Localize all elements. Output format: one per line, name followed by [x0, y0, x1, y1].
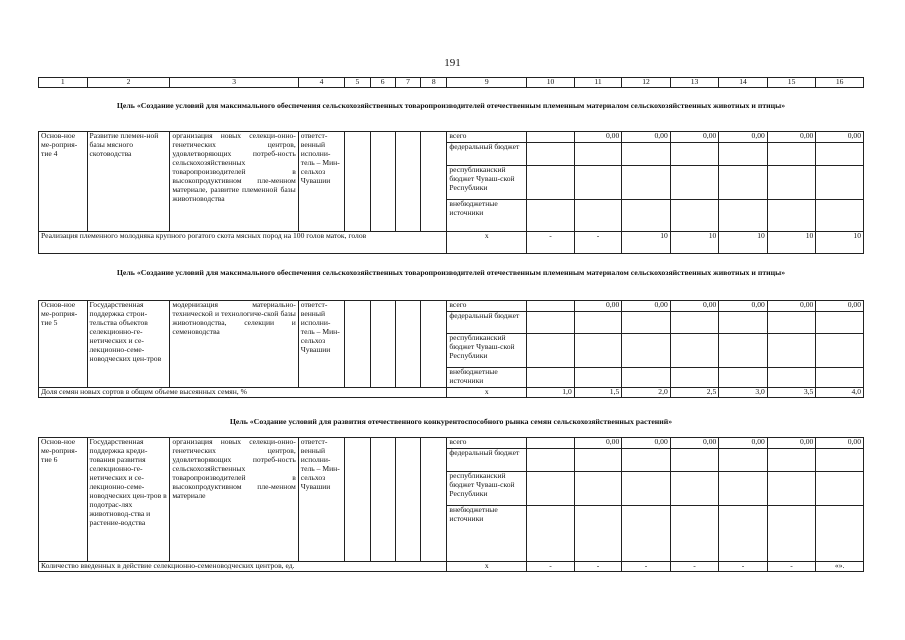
measure-name: Государственная поддержка строи-тельства объектов селекционно-ге-нетических и се-лекционно-семе-новодческих цен-тров [87, 301, 170, 388]
indicator-value: - [622, 562, 671, 572]
value-cell: 0,00 [574, 132, 622, 143]
empty-cell [421, 301, 447, 388]
source-label: всего [447, 132, 527, 143]
col-num: 2 [87, 78, 170, 88]
indicator-value: 3,5 [767, 388, 816, 398]
indicator-value: - [719, 562, 768, 572]
measure-table-4 [38, 131, 864, 254]
col-num: 14 [719, 78, 768, 88]
source-label: федеральный бюджет [447, 143, 527, 166]
indicator-label: Доля семян новых сортов в общем объеме высеянных семян, % [39, 388, 447, 398]
indicator-value: - [574, 232, 622, 254]
indicator-value: 2,5 [670, 388, 719, 398]
indicator-value: - [527, 562, 575, 572]
empty-cell [370, 132, 395, 232]
col-num: 3 [170, 78, 298, 88]
source-label: федеральный бюджет [447, 449, 527, 472]
indicator-value: 10 [670, 232, 719, 254]
indicator-label: Реализация племенного молодняка крупного рогатого скота мясных пород на 100 голов маток, голов [39, 232, 447, 254]
value-cell [527, 301, 575, 312]
col-num: 12 [622, 78, 671, 88]
goal-heading: Цель «Создание условий для максимального обеспечения сельскохозяйственных товаропроизводителей отечественным племенным материалом сельскохозяйственных животных и птицы» [116, 101, 786, 110]
responsible-executor: ответст-венный исполни-тель – Мин-сельхоз Чувашии [298, 132, 345, 232]
empty-cell [345, 132, 370, 232]
empty-cell [421, 438, 447, 562]
indicator-value: 10 [719, 232, 768, 254]
value-cell: 0,00 [670, 438, 719, 449]
column-number-row [38, 77, 864, 88]
col-num: 9 [447, 78, 527, 88]
measure-description: организация новых селекци-онно-генетических центров, удовлетворяющих потреб-ность сельскохозяйственных товаропроизводителей в высокопродуктивном пле-менном материале [170, 438, 298, 562]
value-cell: 0,00 [767, 438, 816, 449]
col-num: 1 [39, 78, 88, 88]
measure-number: Основ-ное ме-роприя-тие 6 [39, 438, 88, 562]
source-label: внебюджетные источники [447, 368, 527, 388]
empty-cell [370, 301, 395, 388]
indicator-value: 10 [767, 232, 816, 254]
indicator-value: 3,0 [719, 388, 768, 398]
value-cell: 0,00 [719, 132, 768, 143]
value-cell [527, 438, 575, 449]
col-num: 6 [370, 78, 395, 88]
responsible-executor: ответст-венный исполни-тель – Мин-сельхоз Чувашии [298, 301, 345, 388]
value-cell: 0,00 [574, 301, 622, 312]
indicator-value: 4,0 [816, 388, 864, 398]
value-cell: 0,00 [622, 301, 671, 312]
empty-cell [395, 438, 420, 562]
value-cell: 0,00 [767, 301, 816, 312]
indicator-value: 10 [816, 232, 864, 254]
source-label: республиканский бюджет Чуваш-ской Республики [447, 166, 527, 200]
value-cell: 0,00 [719, 438, 768, 449]
responsible-executor: ответст-венный исполни-тель – Мин-сельхоз Чувашии [298, 438, 345, 562]
measure-description: модернизация материально-технической и технологиче-ской базы животноводства, селекции и семеноводства [170, 301, 298, 388]
value-cell [527, 132, 575, 143]
value-cell: 0,00 [816, 438, 864, 449]
goal-heading: Цель «Создание условий для развития отечественного конкурентоспособного рынка семян сельскохозяйственных растений» [229, 417, 673, 426]
indicator-value: x [447, 232, 527, 254]
empty-cell [395, 301, 420, 388]
col-num: 4 [298, 78, 345, 88]
indicator-value: - [527, 232, 575, 254]
measure-name: Развитие племен-ной базы мясного скотоводства [87, 132, 170, 232]
value-cell: 0,00 [622, 132, 671, 143]
col-num: 7 [395, 78, 420, 88]
indicator-value: 1,0 [527, 388, 575, 398]
indicator-value: 10 [622, 232, 671, 254]
empty-cell [345, 301, 370, 388]
indicator-value: - [574, 562, 622, 572]
indicator-value: x [447, 562, 527, 572]
measure-name: Государственная поддержка креди-тования развития селекционно-ге-нетических и се-лекционно-семе-новодческих цен-тров в подотрас-лях животновод-ства и растение-водства [87, 438, 170, 562]
indicator-value: x [447, 388, 527, 398]
value-cell: 0,00 [816, 301, 864, 312]
measure-table-6 [38, 437, 864, 572]
empty-cell [421, 132, 447, 232]
goal-heading: Цель «Создание условий для максимального обеспечения сельскохозяйственных товаропроизводителей отечественным племенным материалом сельскохозяйственных животных и птицы» [116, 268, 786, 277]
indicator-value: 1,5 [574, 388, 622, 398]
value-cell: 0,00 [670, 132, 719, 143]
col-num: 10 [527, 78, 575, 88]
value-cell: 0,00 [574, 438, 622, 449]
source-label: внебюджетные источники [447, 200, 527, 232]
col-num: 13 [670, 78, 719, 88]
measure-number: Основ-ное ме-роприя-тие 4 [39, 132, 88, 232]
empty-cell [370, 438, 395, 562]
empty-cell [345, 438, 370, 562]
indicator-value: 2,0 [622, 388, 671, 398]
value-cell: 0,00 [670, 301, 719, 312]
indicator-value: - [767, 562, 816, 572]
col-num: 5 [345, 78, 370, 88]
value-cell: 0,00 [816, 132, 864, 143]
source-label: республиканский бюджет Чуваш-ской Республики [447, 334, 527, 368]
source-label: республиканский бюджет Чуваш-ской Республики [447, 472, 527, 506]
col-num: 15 [767, 78, 816, 88]
indicator-value: - [670, 562, 719, 572]
empty-cell [395, 132, 420, 232]
col-num: 11 [574, 78, 622, 88]
source-label: всего [447, 301, 527, 312]
page-number: 191 [444, 57, 461, 69]
source-label: внебюджетные источники [447, 506, 527, 562]
col-num: 16 [816, 78, 864, 88]
indicator-value: «». [816, 562, 864, 572]
value-cell: 0,00 [622, 438, 671, 449]
measure-description: организация новых селекци-онно-генетических центров, удовлетворяющих потреб-ность сельскохозяйственных товаропроизводителей в высокопродуктивном пле-менном материале, развитие племенной базы животноводства [170, 132, 298, 232]
measure-table-5 [38, 300, 864, 398]
col-num: 8 [421, 78, 447, 88]
source-label: федеральный бюджет [447, 312, 527, 334]
source-label: всего [447, 438, 527, 449]
value-cell: 0,00 [719, 301, 768, 312]
measure-number: Основ-ное ме-роприя-тие 5 [39, 301, 88, 388]
indicator-label: Количество введенных в действие селекционно-семеноводческих центров, ед. [39, 562, 447, 572]
value-cell: 0,00 [767, 132, 816, 143]
